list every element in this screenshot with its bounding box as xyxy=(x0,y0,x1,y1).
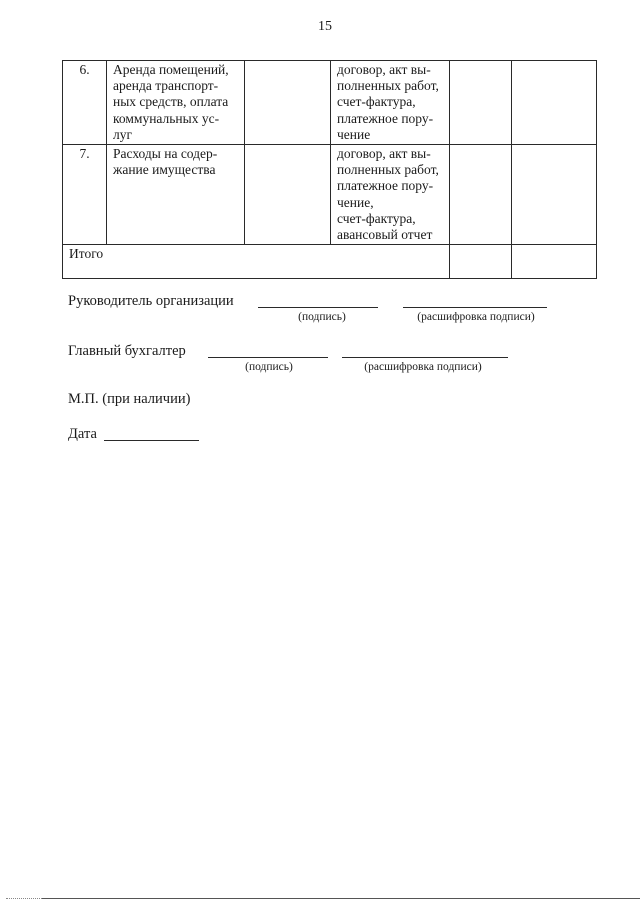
cell-expense-name: Аренда помещений, аренда транспорт- ных средств, оплата коммунальных ус- луг xyxy=(107,61,245,145)
stamp-label: М.П. (при наличии) xyxy=(68,391,191,407)
cell-documents: договор, акт вы- полненных работ, счет-фактура, платежное пору- чение xyxy=(331,61,450,145)
empty-cell xyxy=(450,245,512,279)
empty-cell xyxy=(450,145,512,245)
empty-cell xyxy=(450,61,512,145)
director-decoding-line xyxy=(403,307,547,308)
empty-cell xyxy=(512,245,597,279)
empty-cell xyxy=(245,61,331,145)
table-row xyxy=(63,61,597,145)
table-total-row xyxy=(63,245,597,279)
cell-documents: договор, акт вы- полненных работ, платежное пору- чение, счет-фактура, авансовый отчет xyxy=(331,145,450,245)
empty-cell xyxy=(245,145,331,245)
director-label: Руководитель организации xyxy=(68,293,234,309)
empty-cell xyxy=(512,145,597,245)
date-blank-line xyxy=(104,440,199,441)
cell-expense-name: Расходы на содер- жание имущества xyxy=(107,145,245,245)
director-signature-caption: (подпись) xyxy=(298,311,346,323)
cell-number: 7. xyxy=(63,145,107,245)
table-row xyxy=(63,145,597,245)
chief-accountant-signature-caption: (подпись) xyxy=(245,361,293,373)
chief-accountant-decoding-caption: (расшифровка подписи) xyxy=(364,361,482,373)
date-label: Дата xyxy=(68,426,97,442)
director-decoding-caption: (расшифровка подписи) xyxy=(417,311,535,323)
empty-cell xyxy=(512,61,597,145)
cell-number: 6. xyxy=(63,61,107,145)
chief-accountant-label: Главный бухгалтер xyxy=(68,343,186,359)
page-number: 15 xyxy=(318,19,332,34)
director-signature-line xyxy=(258,307,378,308)
cell-total-label: Итого xyxy=(63,245,450,279)
scan-edge-dots xyxy=(6,898,42,899)
chief-accountant-decoding-line xyxy=(342,357,508,358)
scan-edge-line xyxy=(42,898,640,899)
expenses-table xyxy=(62,60,597,279)
chief-accountant-signature-line xyxy=(208,357,328,358)
